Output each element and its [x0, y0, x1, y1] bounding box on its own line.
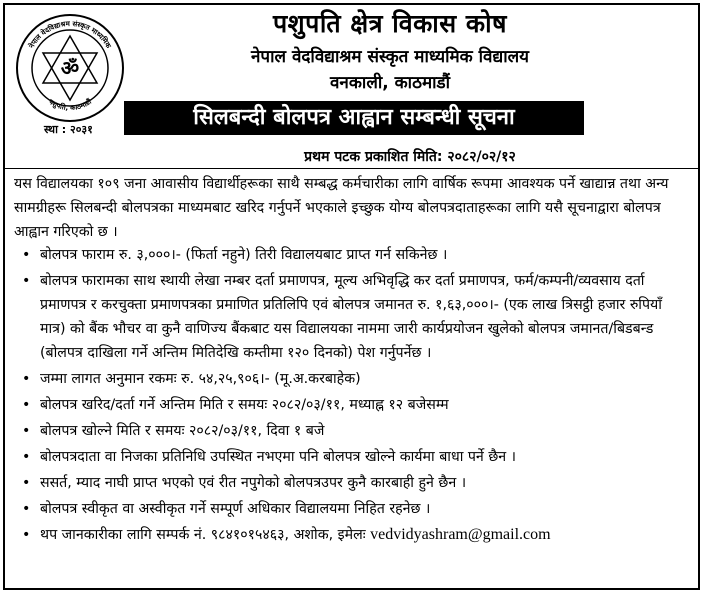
bullet-icon: •	[22, 371, 31, 387]
divider	[5, 168, 698, 169]
seal-text-bottom: पशुपति, काठमाडौं	[47, 97, 93, 113]
bullet-icon: •	[22, 527, 31, 543]
list-item: • बोलपत्र फाराम रु. ३,०००।- (फिर्ता नहुने) तिरी विद्यालयबाट प्राप्त गर्न सकिनेछ ।	[14, 243, 689, 267]
bullet-icon: •	[22, 501, 31, 517]
notice-items	[14, 243, 689, 549]
list-item: • ससर्त, म्याद नाघी प्राप्त भएको एवं रीत नपुगेको बोलपत्रउपर कुनै कारबाही हुने छैन ।	[14, 471, 689, 495]
bullet-icon: •	[22, 475, 31, 491]
bullet-icon: •	[22, 449, 31, 465]
contact-email-link[interactable]: vedvidyashram@gmail.com	[370, 526, 551, 543]
notice-title: सिलबन्दी बोलपत्र आह्वान सम्बन्धी सूचना	[124, 101, 584, 135]
contact-info: थप जानकारीका लागि सम्पर्क नं. ९८४१०१५४६३, अशोक, इमेलः	[40, 527, 366, 543]
list-item: • बोलपत्र स्वीकृत वा अस्वीकृत गर्ने सम्पूर्ण अधिकार विद्यालयमा निहित रहनेछ ।	[14, 497, 689, 521]
school-location: वनकाली, काठमाडौं	[329, 73, 451, 93]
organization-name: पशुपति क्षेत्र विकास कोष	[272, 9, 508, 38]
bullet-icon: •	[22, 247, 31, 263]
bullet-icon: •	[22, 397, 31, 413]
established-year: स्था : २०३१	[44, 123, 93, 136]
list-item-contact	[14, 523, 689, 547]
svg-text:ॐ: ॐ	[60, 56, 80, 80]
seal-text-top: नेपाल वेदविद्याश्रम संस्कृत माध्यमिक	[27, 19, 113, 50]
school-name: नेपाल वेदविद्याश्रम संस्कृत माध्यमिक विद्यालय	[251, 47, 529, 67]
list-item: • बोलपत्र खरिद/दर्ता गर्ने अन्तिम मिति र समयः २०८२/०३/११, मध्याह्न १२ बजेसम्म	[14, 393, 689, 417]
list-item: • बोलपत्रदाता वा निजका प्रतिनिधि उपस्थित नभएमा पनि बोलपत्र खोल्ने कार्यमा बाधा पर्ने छैन ।	[14, 445, 689, 469]
list-item: • जम्मा लागत अनुमान रकमः रु. ५४,२५,९०६।- (मू.अ.करबाहेक)	[14, 367, 689, 391]
om-seal-icon	[14, 12, 126, 124]
publish-date: प्रथम पटक प्रकाशित मिति: २०८२/०२/१२	[304, 149, 516, 165]
notice-intro: यस विद्यालयका १०९ जना आवासीय विद्यार्थीहरूका साथै सम्बद्ध कर्मचारीका लागि वार्षिक रूपमा आवश्यक पर्ने खाद्यान्न तथा अन्य सामग्रीहरू सिलबन्दी बोलपत्रका माध्यमबाट खरिद गर्नुपर्ने भएकाले इच्छुक योग्य बोलपत्रदाताहरूका लागि यसै सूचनाद्वारा बोलपत्र आह्वान गरिएको छ ।	[14, 176, 669, 240]
bullet-icon: •	[22, 423, 31, 439]
bullet-icon: •	[22, 273, 31, 289]
list-item: • बोलपत्र फारामका साथ स्थायी लेखा नम्बर दर्ता प्रमाणपत्र, मूल्य अभिवृद्धि कर दर्ता प्रमाणपत्र, फर्म/कम्पनी/व्यवसाय दर्ता प्रमाणपत्र र करचुक्ता प्रमाणपत्रका प्रमाणित प्रतिलिपि एवं बोलपत्र जमानत रु. १,६३,०००।- (एक लाख त्रिसट्ठी हजार रुपियाँ मात्र) को बैंक भौचर वा कुनै वाणिज्य बैंकबाट यस विद्यालयका नाममा जारी कार्यप्रयोजन खुलेको बोलपत्र जमानत/बिडबन्ड (बोलपत्र दाखिला गर्ने अन्तिम मितिदेखि कम्तीमा १२० दिनको) पेश गर्नुपर्नेछ ।	[14, 269, 689, 365]
list-item: • बोलपत्र खोल्ने मिति र समयः २०८२/०३/११, दिवा १ बजे	[14, 419, 689, 443]
